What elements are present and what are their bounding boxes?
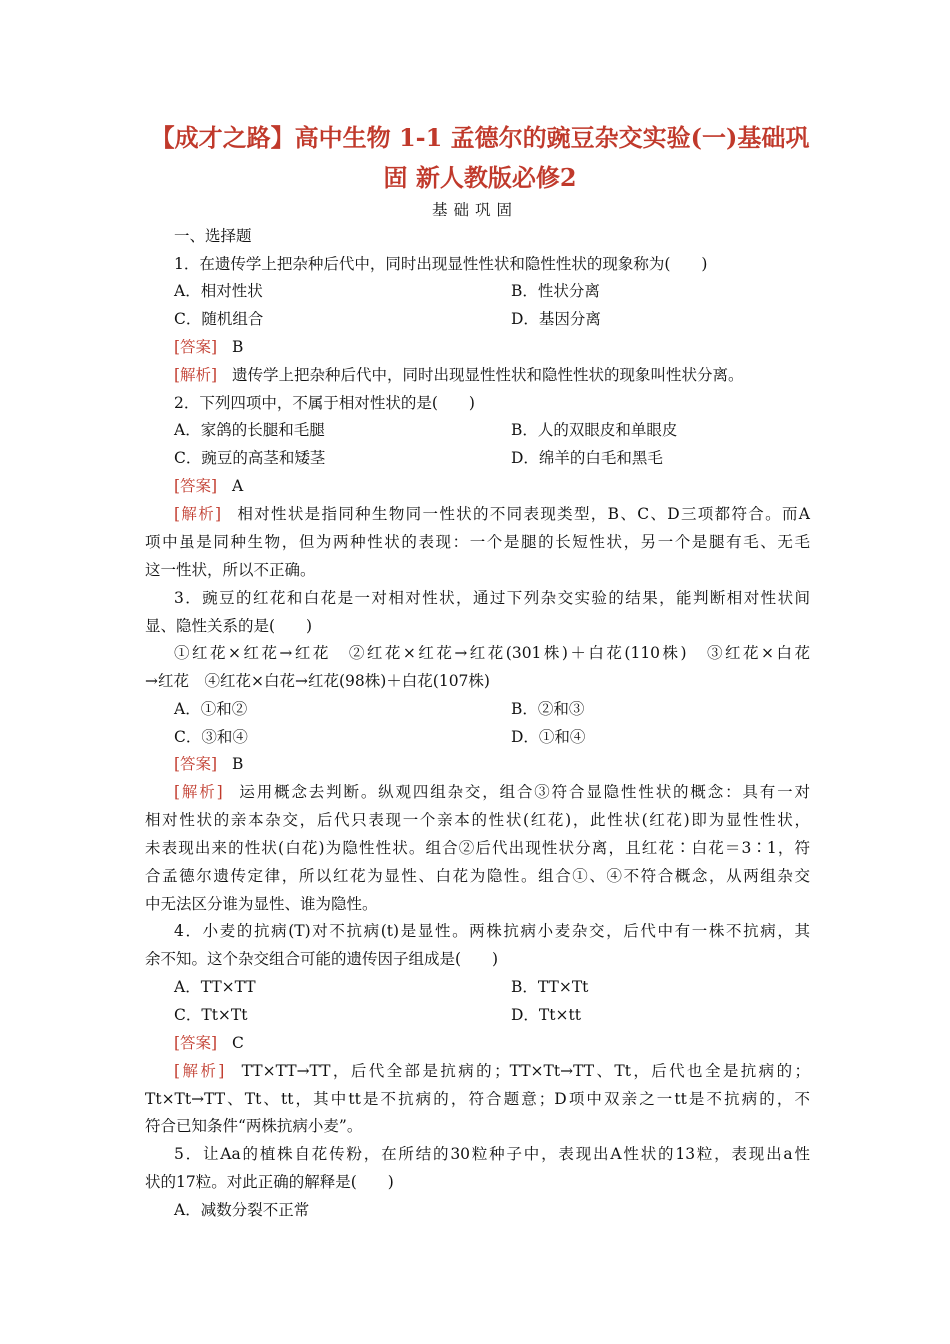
q5-stem-line-2: 状的17粒。对此正确的解释是( ) [145,1173,394,1191]
q4-analysis-line-2: Tt×Tt→TT、Tt、tt，其中tt是不抗病的，符合题意；D项中双亲之一tt是不抗病的，不 [145,1090,810,1108]
analysis-label: [解析] [174,1062,225,1080]
q1-option-b: B．性状分离 [511,282,600,300]
q2-option-a: A．家鸽的长腿和毛腿 [174,421,325,439]
q2-analysis-line-3: 这一性状，所以不正确。 [145,561,316,579]
section-heading: 基础巩固 [431,201,518,219]
q4-stem-line-2: 余不知。这个杂交组合可能的遗传因子组成是( ) [145,950,499,968]
analysis-label: [解析] [174,505,222,523]
q1-option-c: C．随机组合 [174,310,264,328]
title-line-1: 【成才之路】高中生物 1-1 孟德尔的豌豆杂交实验(一)基础巩 [150,123,810,152]
q2-answer [174,476,810,496]
q5-stem: 5．让Aa的植株自花传粉，在所结的30粒种子中，表现出A性状的13粒，表现出a性 [174,1145,810,1163]
analysis-text: 运用概念去判断。纵观四组杂交，组合③符合显隐性性状的概念：具有一对 [239,783,810,801]
answer-value: C [232,1034,244,1052]
answer-label: [答案] [174,755,218,773]
analysis-text: 相对性状是指同种生物同一性状的不同表现类型，B、C、D三项都符合。而A [237,505,810,523]
answer-label: [答案] [174,338,218,356]
q4-option-a: A．TT×TT [174,978,256,996]
document-title [140,118,820,198]
q2-option-c: C．豌豆的高茎和矮茎 [174,449,326,467]
q1-stem: 1．在遗传学上把杂种后代中，同时出现显性性状和隐性性状的现象称为( ) [174,255,708,273]
analysis-label: [解析] [174,366,218,384]
q2-analysis [174,504,810,524]
q4-stem: 4．小麦的抗病(T)对不抗病(t)是显性。两株抗病小麦杂交，后代中有一株不抗病，其 [174,922,810,940]
q3-analysis-line-2: 相对性状的亲本杂交，后代只表现一个亲本的性状(红花)，此性状(红花)即为显性性状， [145,811,810,829]
q4-option-b: B．TT×Tt [511,978,589,996]
q1-answer [174,337,810,357]
q3-analysis-line-5: 中无法区分谁为显性、谁为隐性。 [145,895,378,913]
answer-value: B [232,338,244,356]
q2-analysis-line-2: 项中虽是同种生物，但为两种性状的表现：一个是腿的长短性状，另一个是腿有毛、无毛 [145,533,810,551]
analysis-text: 遗传学上把杂种后代中，同时出现显性性状和隐性性状的现象叫性状分离。 [232,366,744,384]
q3-analysis [174,782,810,802]
q3-analysis-line-3: 未表现出来的性状(白花)为隐性性状。组合②后代出现性状分离，且红花∶白花＝3∶1，符 [145,839,810,857]
q1-option-d: D．基因分离 [511,310,601,328]
q4-analysis-line-3: 符合已知条件“两株抗病小麦”。 [145,1117,363,1135]
q3-analysis-line-4: 合孟德尔遗传定律，所以红花为显性、白花为隐性。组合①、④不符合概念，从两组杂交 [145,867,810,885]
q3-stem-line-2: 显、隐性关系的是( ) [145,617,313,635]
q3-option-c: C．③和④ [174,728,248,746]
answer-value: A [232,477,244,495]
q3-crosses: ①红花×红花→红花 ②红花×红花→红花(301株)＋白花(110株) ③红花×白花 [174,644,810,662]
q2-stem: 2．下列四项中，不属于相对性状的是( ) [174,394,475,412]
q5-option-a: A．减数分裂不正常 [174,1201,310,1219]
q1-option-a: A．相对性状 [174,282,263,300]
q2-option-d: D．绵羊的白毛和黑毛 [511,449,663,467]
answer-label: [答案] [174,1034,218,1052]
q3-option-d: D．①和④ [511,728,586,746]
analysis-text: TT×TT→TT，后代全部是抗病的；TT×Tt→TT、Tt，后代也全是抗病的； [241,1062,810,1080]
answer-label: [答案] [174,477,218,495]
q3-crosses-line-2: →红花 ④红花×白花→红花(98株)＋白花(107株) [145,672,490,690]
q3-option-b: B．②和③ [511,700,585,718]
q4-option-c: C．Tt×Tt [174,1006,248,1024]
q4-analysis [174,1061,810,1081]
title-line-2: 固 新人教版必修2 [383,163,577,192]
q3-option-a: A．①和② [174,700,248,718]
q3-answer [174,754,810,774]
q4-option-d: D．Tt×tt [511,1006,581,1024]
analysis-label: [解析] [174,783,223,801]
q3-stem: 3．豌豆的红花和白花是一对相对性状，通过下列杂交实验的结果，能判断相对性状间 [174,589,810,607]
q2-option-b: B．人的双眼皮和单眼皮 [511,421,678,439]
answer-value: B [232,755,244,773]
q1-analysis [174,365,810,385]
q4-answer [174,1033,810,1053]
part-heading: 一、选择题 [174,227,252,245]
